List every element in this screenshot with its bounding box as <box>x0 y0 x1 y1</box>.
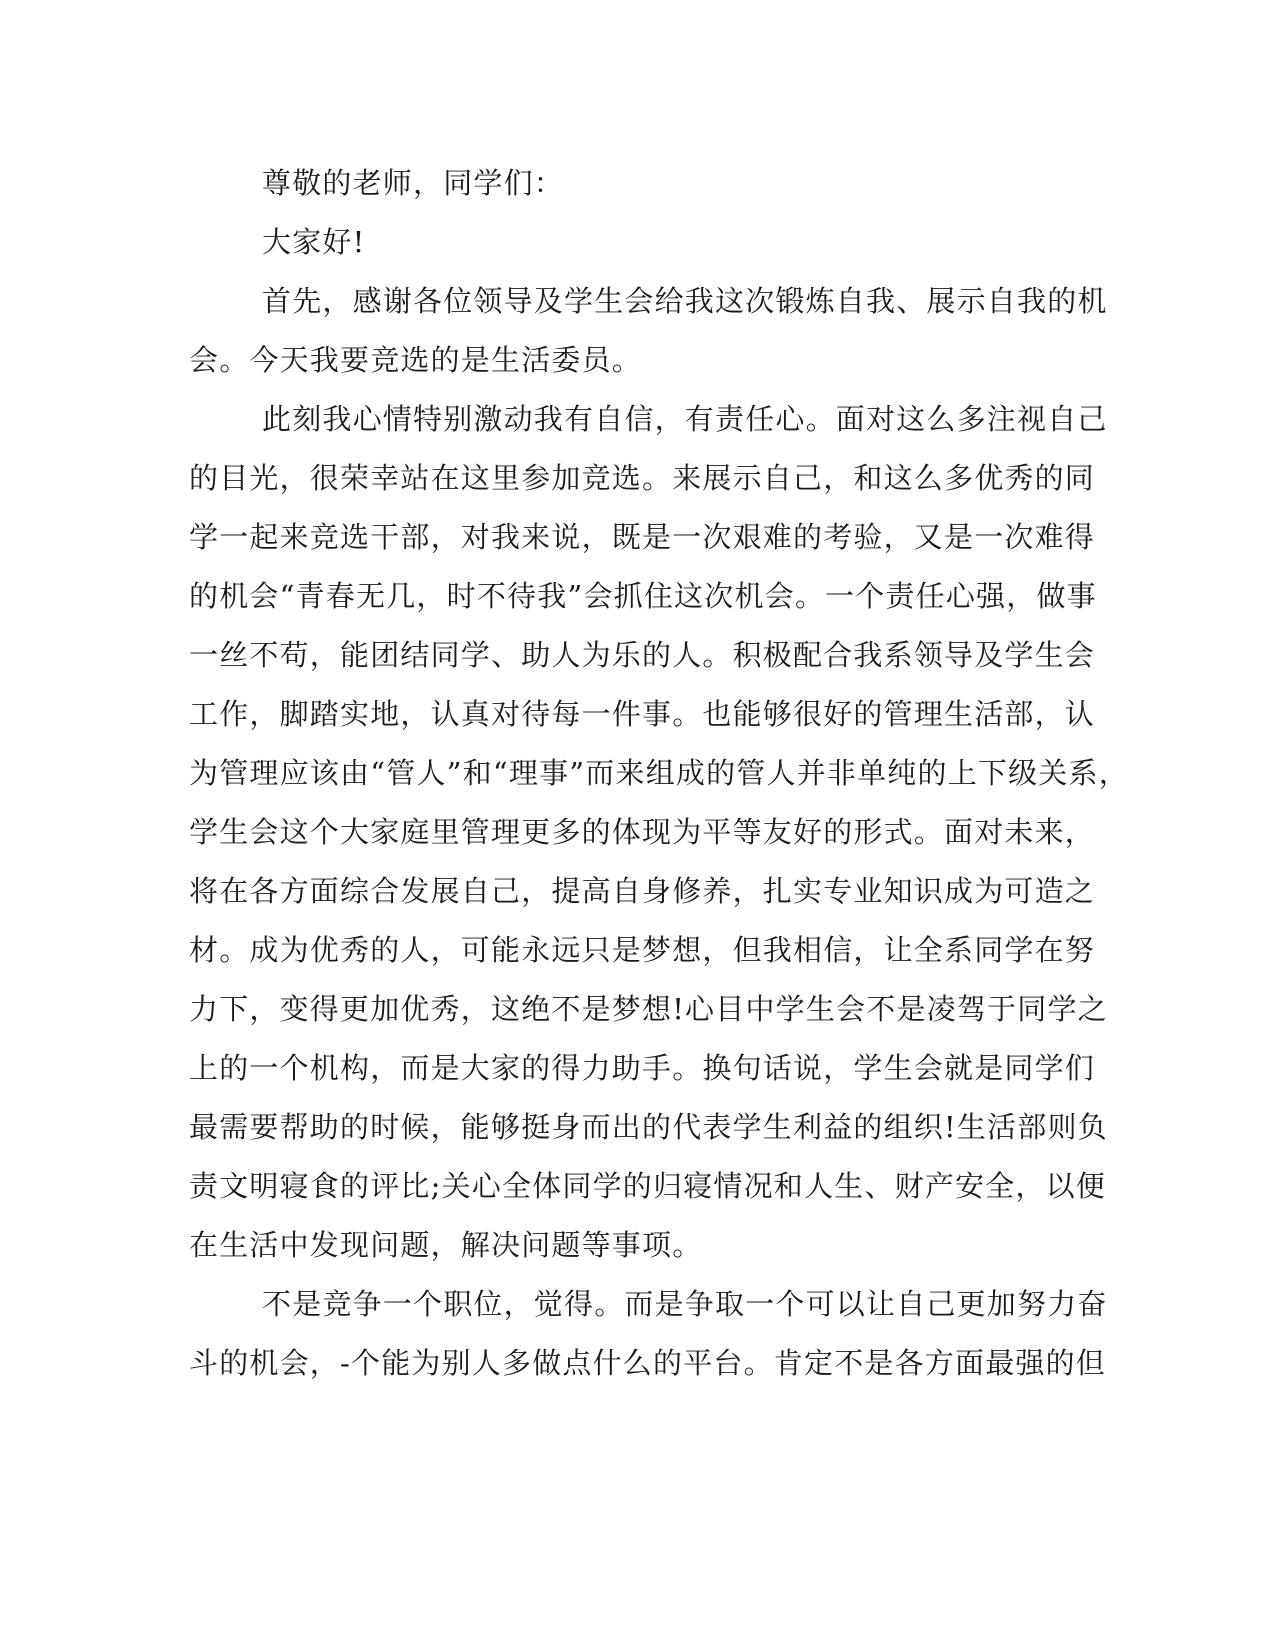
paragraph-1-line-2: 会。今天我要竞选的是生活委员。 <box>189 343 643 377</box>
paragraph-2-line-11: 力下，变得更加优秀，这绝不是梦想!心目中学生会不是凌驾于同学之 <box>189 992 1108 1026</box>
paragraph-1-line-1: 首先，感谢各位领导及学生会给我这次锻炼自我、展示自我的机 <box>262 284 1108 318</box>
paragraph-2-line-10: 材。成为优秀的人，可能永远只是梦想，但我相信，让全系同学在努 <box>189 933 1096 967</box>
paragraph-2-line-8: 学生会这个大家庭里管理更多的体现为平等友好的形式。面对未来， <box>189 815 1096 849</box>
paragraph-2-line-7: 为管理应该由“管人”和“理事”而来组成的管人并非单纯的上下级关系， <box>189 756 1129 790</box>
paragraph-2-line-1: 此刻我心情特别激动我有自信，有责任心。面对这么多注视自己 <box>262 402 1108 436</box>
paragraph-3-line-1: 不是竞争一个职位，觉得。而是争取一个可以让自己更加努力奋 <box>262 1287 1108 1321</box>
greeting: 大家好! <box>262 225 366 259</box>
paragraph-2-line-9: 将在各方面综合发展自己，提高自身修养，扎实专业知识成为可造之 <box>189 874 1096 908</box>
paragraph-2-line-12: 上的一个机构，而是大家的得力助手。换句话说，学生会就是同学们 <box>189 1051 1096 1085</box>
paragraph-2-line-15: 在生活中发现问题，解决问题等事项。 <box>189 1228 703 1262</box>
paragraph-2-line-4: 的机会“青春无几，时不待我”会抓住这次机会。一个责任心强，做事 <box>189 579 1097 613</box>
paragraph-2-line-2: 的目光，很荣幸站在这里参加竞选。来展示自己，和这么多优秀的同 <box>189 461 1096 495</box>
paragraph-2-line-3: 学一起来竞选干部，对我来说，既是一次艰难的考验，又是一次难得 <box>189 520 1096 554</box>
paragraph-3-line-2: 斗的机会，-个能为别人多做点什么的平台。肯定不是各方面最强的但 <box>189 1346 1107 1380</box>
paragraph-2-line-14: 责文明寝食的评比;关心全体同学的归寝情况和人生、财产安全，以便 <box>189 1169 1106 1203</box>
paragraph-2-line-13: 最需要帮助的时候，能够挺身而出的代表学生利益的组织!生活部则负 <box>189 1110 1108 1144</box>
paragraph-2-line-6: 工作，脚踏实地，认真对待每一件事。也能够很好的管理生活部，认 <box>189 697 1096 731</box>
salutation: 尊敬的老师，同学们： <box>262 166 565 200</box>
paragraph-2-line-5: 一丝不苟，能团结同学、助人为乐的人。积极配合我系领导及学生会 <box>189 638 1096 672</box>
